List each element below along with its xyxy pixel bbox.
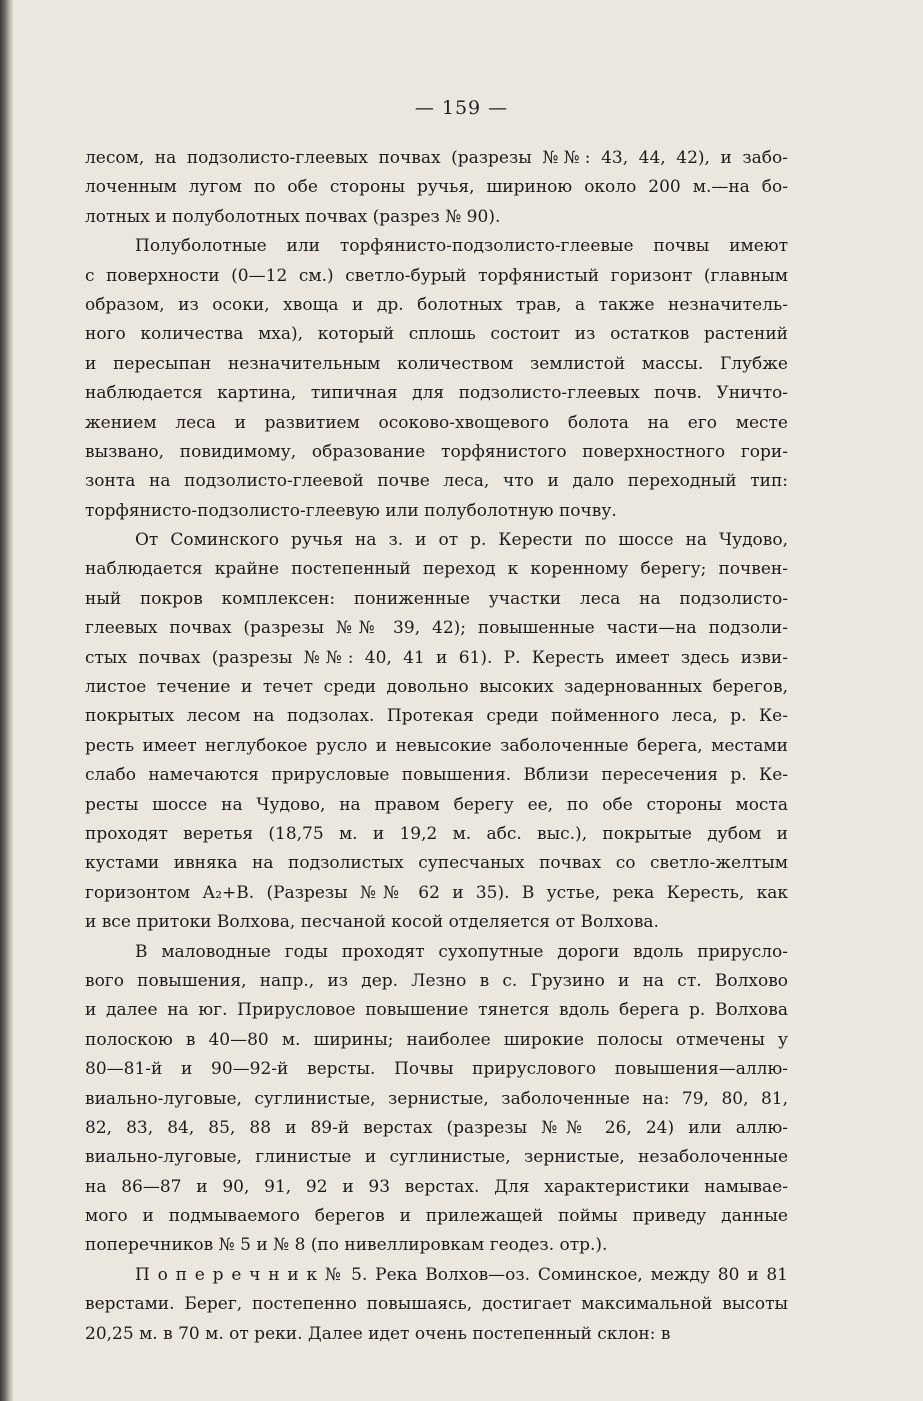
- text-line: на 86—87 и 90, 91, 92 и 93 верстах. Для характеристики намывае-: [85, 1176, 788, 1197]
- text-line: ный покров комплексен: пониженные участки леса на подзолисто-: [85, 588, 788, 609]
- text-line: виально-луговые, суглинистые, зернистые, заболоченные на: 79, 80, 81,: [85, 1088, 788, 1109]
- body-text: [85, 144, 788, 1349]
- text-line: виально-луговые, глинистые и суглинистые, зернистые, незаболоченные: [85, 1147, 788, 1168]
- paragraph: [85, 526, 788, 937]
- text-line: покрытых лесом на подзолах. Протекая среди пойменного леса, р. Ке-: [85, 706, 788, 727]
- text-line: кустами ивняка на подзолистых супесчаных почвах со светло-желтым: [85, 853, 788, 874]
- text-line: полоскою в 40—80 м. ширины; наиболее широкие полосы отмечены у: [85, 1029, 788, 1050]
- text-line: лесом, на подзолисто-глеевых почвах (разрезы №№: 43, 44, 42), и забо-: [85, 148, 788, 168]
- text-line: жением леса и развитием осоково-хвощевого болота на его месте: [85, 412, 788, 433]
- text-line: лотных и полуболотных почвах (разрез № 90).: [85, 206, 501, 227]
- text-line: слабо намечаются прирусловые повышения. Вблизи пересечения р. Ке-: [85, 765, 788, 786]
- text-line: и все притоки Волхова, песчаной косой отделяется от Волхова.: [85, 912, 659, 933]
- text-line: проходят веретья (18,75 м. и 19,2 м. абс. выс.), покрытые дубом и: [85, 823, 788, 844]
- text-line: В маловодные годы проходят сухопутные дороги вдоль прирусло-: [135, 941, 788, 962]
- text-line: 20,25 м. в 70 м. от реки. Далее идет очень постепенный склон: в: [85, 1323, 671, 1344]
- text-line: поперечников № 5 и № 8 (по нивеллировкам геодез. отр.).: [85, 1235, 608, 1256]
- text-line: лоченным лугом по обе стороны ручья, шириною около 200 м.—на бо-: [85, 177, 788, 198]
- text-line: и далее на юг. Прирусловое повышение тянется вдоль берега р. Волхова: [85, 1000, 788, 1021]
- page-number: — 159 —: [414, 97, 509, 119]
- text-line: верстами. Берег, постепенно повышаясь, достигает максимальной высоты: [85, 1294, 788, 1315]
- text-line: зонта на подзолисто-глеевой почве леса, что и дало переходный тип:: [85, 471, 788, 492]
- text-line: образом, из осоки, хвоща и др. болотных трав, а также незначитель-: [85, 294, 788, 315]
- text-line: стых почвах (разрезы №№: 40, 41 и 61). Р. Кересть имеет здесь изви-: [85, 647, 788, 668]
- paragraph: [85, 938, 788, 1261]
- text-line: П о п е р е ч н и к № 5. Река Волхов—оз. Соминское, между 80 и 81: [135, 1264, 788, 1285]
- text-line: горизонтом А₂+В. (Разрезы №№ 62 и 35). В устье, река Кересть, как: [85, 882, 788, 903]
- text-line: и пересыпан незначительным количеством землистой массы. Глубже: [85, 353, 788, 374]
- text-line: ресть имеет неглубокое русло и невысокие заболоченные берега, местами: [85, 735, 788, 756]
- paragraph: [85, 232, 788, 526]
- text-line: Полуболотные или торфянисто-подзолисто-глеевые почвы имеют: [135, 236, 788, 257]
- text-line: наблюдается крайне постепенный переход к коренному берегу; почвен-: [85, 559, 788, 580]
- text-line: вызвано, повидимому, образование торфянистого поверхностного гори-: [85, 441, 788, 462]
- text-line: торфянисто-подзолисто-глеевую или полуболотную почву.: [85, 500, 617, 521]
- text-line: с поверхности (0—12 см.) светло-бурый торфянистый горизонт (главным: [85, 265, 788, 286]
- text-line: листое течение и течет среди довольно высоких задернованных берегов,: [85, 677, 788, 698]
- paragraph: [85, 1261, 788, 1349]
- text-line: вого повышения, напр., из дер. Лезно в с. Грузино и на ст. Волхово: [85, 970, 788, 991]
- text-line: ресты шоссе на Чудово, на правом берегу ее, по обе стороны моста: [85, 794, 788, 815]
- text-line: 80—81-й и 90—92-й версты. Почвы прируслового повышения—аллю-: [85, 1059, 788, 1080]
- text-line: 82, 83, 84, 85, 88 и 89-й верстах (разрезы №№ 26, 24) или аллю-: [85, 1117, 788, 1138]
- text-line: мого и подмываемого берегов и прилежащей поймы приведу данные: [85, 1206, 788, 1227]
- text-line: От Соминского ручья на з. и от р. Керести по шоссе на Чудово,: [135, 530, 788, 551]
- text-line: ного количества мха), который сплошь состоит из остатков растений: [85, 324, 788, 345]
- page-binding-shadow: [0, 0, 14, 1401]
- text-line: наблюдается картина, типичная для подзолисто-глеевых почв. Уничто-: [85, 383, 788, 404]
- paragraph: [85, 144, 788, 232]
- text-line: глеевых почвах (разрезы №№ 39, 42); повышенные части—на подзоли-: [85, 618, 788, 639]
